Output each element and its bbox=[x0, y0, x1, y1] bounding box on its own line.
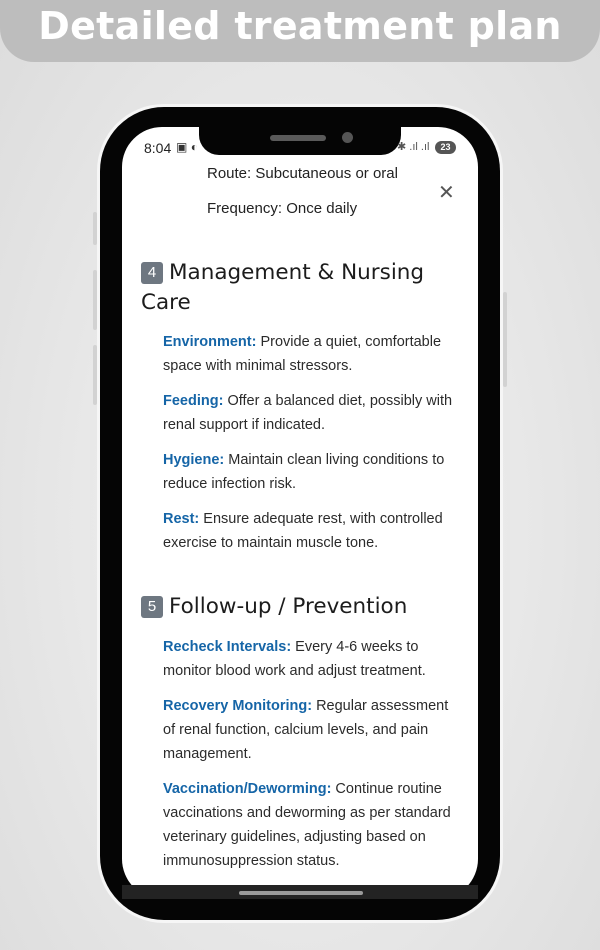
whatsapp-icon: ◐ bbox=[190, 140, 198, 154]
item-term: Hygiene: bbox=[163, 452, 225, 468]
keycap-number-icon: 4 bbox=[141, 262, 163, 284]
item-term: Rest: bbox=[163, 511, 200, 527]
battery-icon: 23 bbox=[435, 141, 456, 154]
item-text: Maintain clean living conditions to reduce infection risk. bbox=[163, 452, 445, 492]
item-term: Recovery Monitoring: bbox=[163, 698, 313, 714]
section-heading-management bbox=[141, 258, 461, 318]
list-item bbox=[163, 777, 463, 873]
item-term: Vaccination/Deworming: bbox=[163, 781, 332, 797]
section-title: Follow-up / Prevention bbox=[169, 594, 408, 619]
status-time: 8:04 bbox=[144, 140, 172, 156]
signal-icon: ✱ .ıl .ıl bbox=[397, 141, 430, 153]
section-heading-followup bbox=[141, 592, 461, 622]
item-term: Feeding: bbox=[163, 393, 224, 409]
item-text: Regular assessment of renal function, calcium levels, and pain management. bbox=[163, 698, 449, 762]
list-item bbox=[163, 635, 463, 683]
speaker-grille bbox=[270, 135, 326, 141]
phone-power-button bbox=[503, 292, 507, 387]
keycap-number-icon: 5 bbox=[141, 596, 163, 618]
item-text: Offer a balanced diet, possibly with renal support if indicated. bbox=[163, 393, 453, 433]
item-term: Recheck Intervals: bbox=[163, 639, 292, 655]
section-title: Management & Nursing Care bbox=[141, 260, 425, 315]
list-item bbox=[163, 507, 463, 555]
list-item bbox=[163, 389, 463, 437]
route-line: Route: Subcutaneous or oral bbox=[207, 165, 398, 182]
phone-notch bbox=[199, 111, 401, 155]
list-item bbox=[163, 330, 463, 378]
item-text: Every 4-6 weeks to monitor blood work and adjust treatment. bbox=[163, 639, 426, 679]
item-text: Provide a quiet, comfortable space with minimal stressors. bbox=[163, 334, 442, 374]
front-camera bbox=[342, 132, 353, 143]
status-left-icons bbox=[176, 140, 198, 154]
list-item bbox=[163, 694, 463, 766]
list-item bbox=[163, 448, 463, 496]
item-text: Ensure adequate rest, with controlled exercise to maintain muscle tone. bbox=[163, 511, 443, 551]
home-indicator[interactable] bbox=[239, 891, 363, 895]
item-term: Environment: bbox=[163, 334, 257, 350]
item-text: Continue routine vaccinations and deworming as per standard veterinary guidelines, adjusting based on immunosuppression status. bbox=[163, 781, 451, 869]
banner-title: Detailed treatment plan bbox=[38, 4, 562, 48]
frequency-line: Frequency: Once daily bbox=[207, 200, 358, 217]
screenshot-icon: ▣ bbox=[176, 140, 188, 154]
banner bbox=[0, 0, 600, 62]
close-icon[interactable]: ✕ bbox=[438, 182, 455, 204]
